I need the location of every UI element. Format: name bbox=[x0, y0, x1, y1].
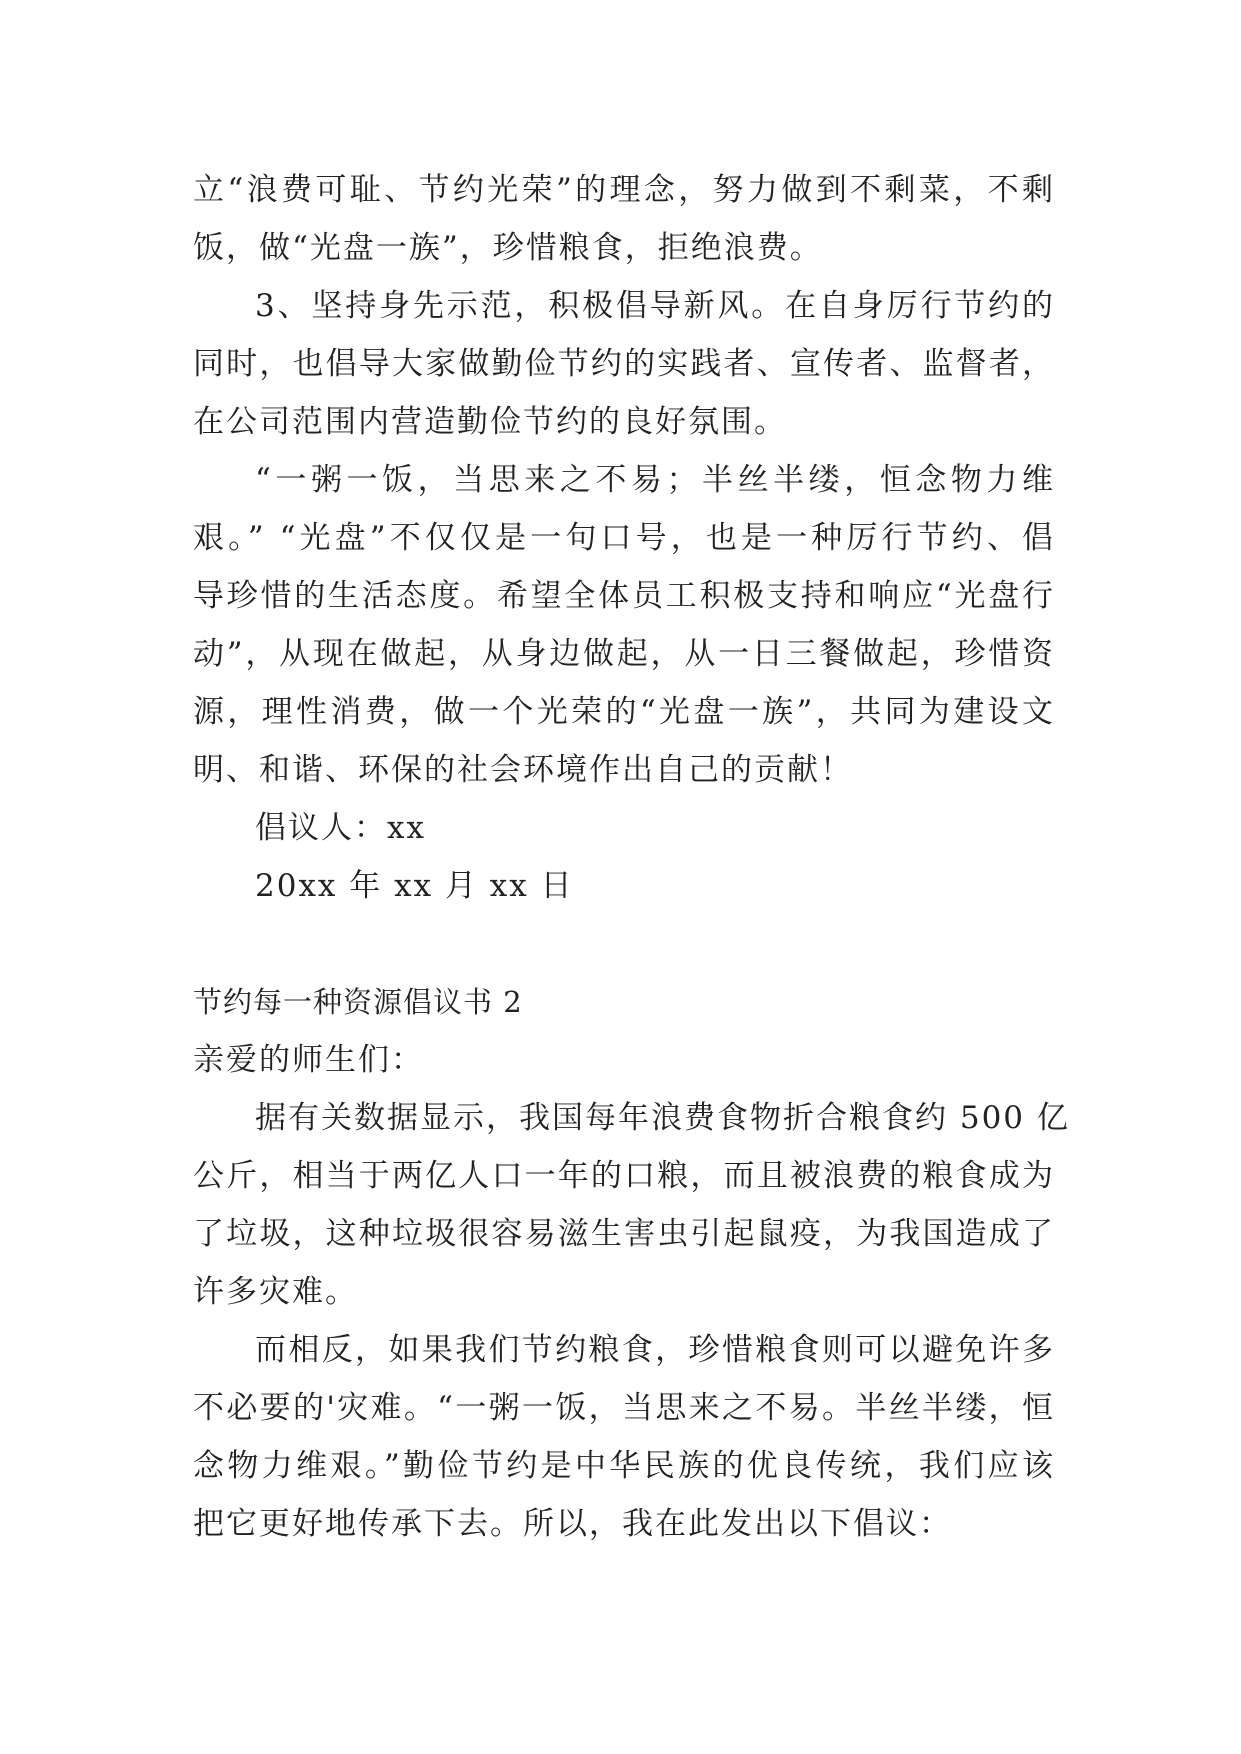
text-line: 不必要的'灾难。“一粥一饭，当思来之不易。半丝半缕，恒 bbox=[193, 1390, 1055, 1426]
text-line: 念物力维艰。”勤俭节约是中华民族的优良传统，我们应该 bbox=[193, 1448, 1055, 1484]
text-line: 动”，从现在做起，从身边做起，从一日三餐做起，珍惜资 bbox=[193, 636, 1055, 672]
text-line: 明、和谐、环保的社会环境作出自己的贡献！ bbox=[193, 752, 853, 788]
text-line: 饭，做“光盘一族”，珍惜粮食，拒绝浪费。 bbox=[193, 230, 823, 266]
quote-line: “一粥一饭，当思来之不易；半丝半缕，恒念物力维 bbox=[255, 462, 1055, 498]
text-line: 同时，也倡导大家做勤俭节约的实践者、宣传者、监督者， bbox=[193, 346, 1055, 382]
text-line: 而相反，如果我们节约粮食，珍惜粮食则可以避免许多 bbox=[255, 1332, 1055, 1368]
text-line: 公斤，相当于两亿人口一年的口粮，而且被浪费的粮食成为 bbox=[193, 1158, 1055, 1194]
text-line: 据有关数据显示，我国每年浪费食物折合粮食约 500 亿 bbox=[255, 1100, 1070, 1136]
text-line: 了垃圾，这种垃圾很容易滋生害虫引起鼠疫，为我国造成了 bbox=[193, 1216, 1055, 1252]
text-line: 3、坚持身先示范，积极倡导新风。在自身厉行节约的 bbox=[255, 288, 1055, 324]
text-line: 把它更好地传承下去。所以，我在此发出以下倡议： bbox=[193, 1506, 952, 1542]
salutation: 亲爱的师生们： bbox=[193, 1042, 424, 1078]
text-line: 许多灾难。 bbox=[193, 1274, 358, 1310]
section-title: 节约每一种资源倡议书 2 bbox=[193, 985, 523, 1019]
text-line: 源，理性消费，做一个光荣的“光盘一族”，共同为建设文 bbox=[193, 694, 1055, 730]
date-line: 20xx 年 xx 月 xx 日 bbox=[255, 868, 574, 904]
text-line: 在公司范围内营造勤俭节约的良好氛围。 bbox=[193, 404, 787, 440]
text-line: 艰。” “光盘”不仅仅是一句口号，也是一种厉行节约、倡 bbox=[193, 520, 1055, 556]
signature-line: 倡议人：xx bbox=[255, 810, 426, 846]
text-line: 导珍惜的生活态度。希望全体员工积极支持和响应“光盘行 bbox=[193, 578, 1055, 614]
text-line: 立“浪费可耻、节约光荣”的理念，努力做到不剩菜，不剩 bbox=[193, 172, 1055, 208]
